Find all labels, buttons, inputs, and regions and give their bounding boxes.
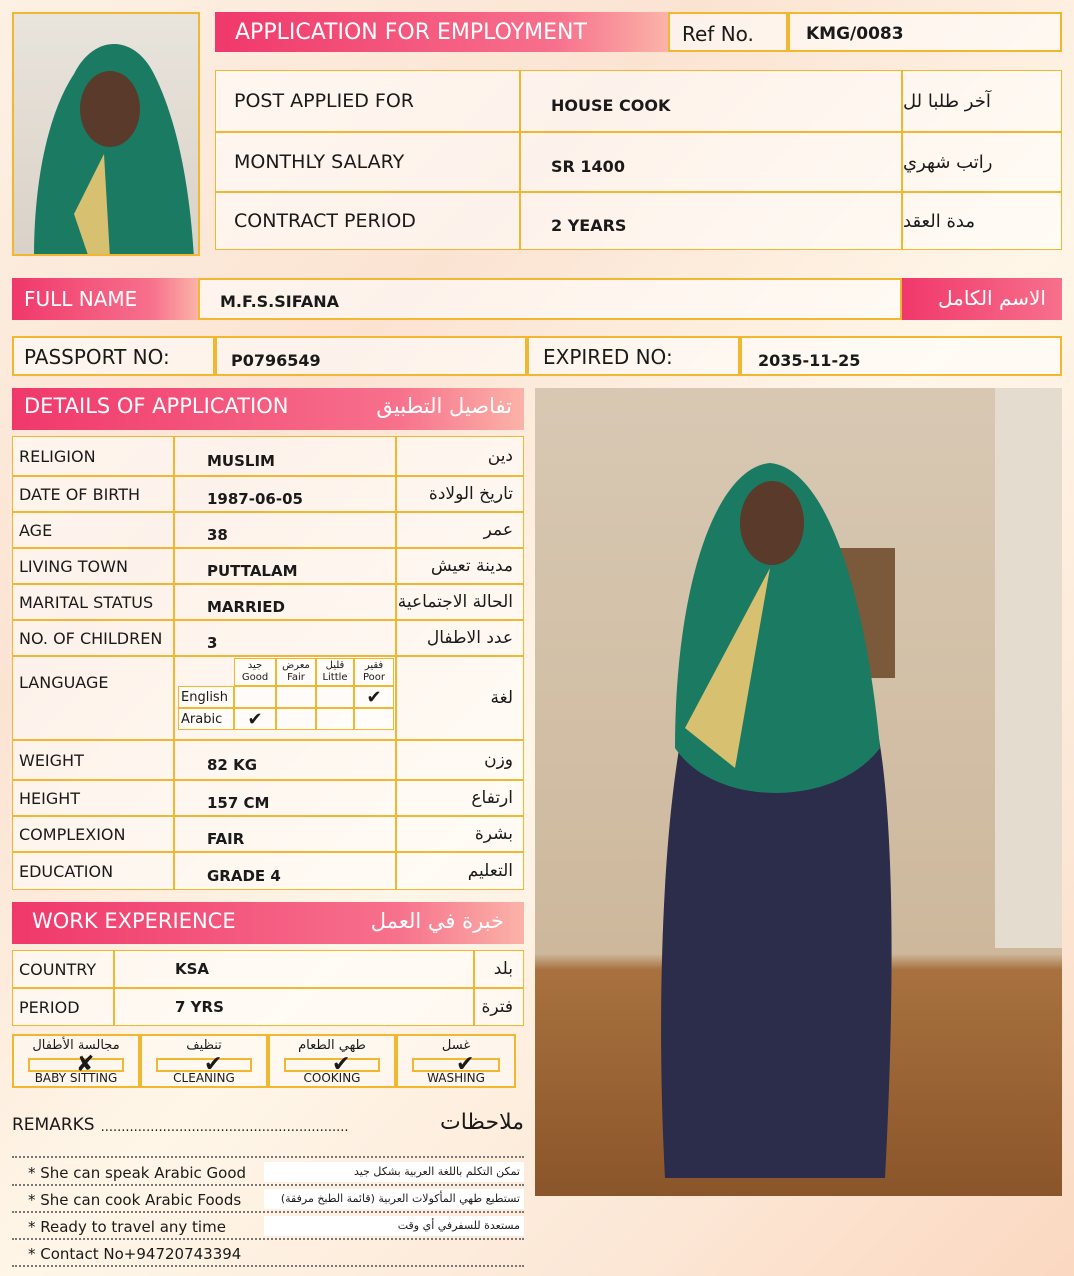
details-header — [12, 388, 524, 430]
work-value: 7 YRS — [114, 988, 474, 1026]
detail-arabic: بشرة — [396, 816, 524, 852]
work-title: WORK EXPERIENCE — [32, 909, 236, 933]
level-arabic: فقير — [364, 660, 384, 671]
level-arabic: جيد — [247, 660, 263, 671]
work-label: COUNTRY — [12, 950, 114, 988]
detail-label: AGE — [12, 512, 174, 548]
expired-value: 2035-11-25 — [740, 336, 1062, 376]
remark-english: * Contact No+94720743394 — [28, 1245, 242, 1263]
detail-value: GRADE 4 — [174, 852, 396, 890]
remark-item — [12, 1160, 524, 1186]
level-header — [316, 658, 354, 686]
job-value: SR 1400 — [520, 132, 902, 192]
detail-label: WEIGHT — [12, 740, 174, 780]
remark-english: * Ready to travel any time — [28, 1218, 226, 1236]
remark-item — [12, 1241, 524, 1267]
work-arabic: خبرة في العمل — [370, 909, 504, 933]
details-title: DETAILS OF APPLICATION — [24, 394, 289, 418]
skill-washing — [396, 1034, 516, 1088]
detail-value: PUTTALAM — [174, 548, 396, 584]
expired-label: EXPIRED NO: — [527, 336, 740, 376]
language-name: Arabic — [178, 708, 234, 730]
skill-cooking — [268, 1034, 396, 1088]
job-value: HOUSE COOK — [520, 70, 902, 132]
full-body-photo — [535, 388, 1062, 1196]
passport-value: P0796549 — [215, 336, 527, 376]
detail-label: MARITAL STATUS — [12, 584, 174, 620]
detail-arabic: دين — [396, 436, 524, 476]
work-value: KSA — [114, 950, 474, 988]
language-checkbox[interactable] — [234, 686, 276, 708]
detail-arabic: التعليم — [396, 852, 524, 890]
detail-arabic: ارتفاع — [396, 780, 524, 816]
remarks-dots: ............................................................ — [100, 1120, 349, 1135]
detail-value: 1987-06-05 — [174, 476, 396, 512]
remark-arabic: تمكن التكلم باللغة العربية بشكل جيد — [264, 1162, 524, 1182]
skill-cleaning — [140, 1034, 268, 1088]
skill-arabic: طهي الطعام — [298, 1038, 366, 1053]
detail-arabic: الحالة الاجتماعية — [396, 584, 524, 620]
remark-english: * She can speak Arabic Good — [28, 1164, 247, 1182]
level-header — [354, 658, 394, 686]
skill-arabic: تنظيف — [186, 1038, 222, 1053]
level-header — [276, 658, 316, 686]
remark-english: * She can cook Arabic Foods — [28, 1191, 242, 1209]
language-checkbox[interactable] — [316, 686, 354, 708]
job-arabic: راتب شهري — [902, 132, 1062, 192]
check-icon: ✔ — [332, 1052, 351, 1077]
remark-arabic: مستعدة للسفرفي أي وقت — [264, 1216, 524, 1236]
check-icon[interactable]: ✔ — [234, 708, 276, 730]
passport-label: PASSPORT NO: — [12, 336, 215, 376]
work-arabic: فترة — [474, 988, 524, 1026]
detail-label: HEIGHT — [12, 780, 174, 816]
detail-value: FAIR — [174, 816, 396, 852]
remark-arabic: تستطيع طهي المأكولات العربية (قائمة الطبخ مرفقة) — [264, 1189, 524, 1209]
level-english: Good — [241, 672, 269, 683]
ref-value: KMG/0083 — [788, 12, 1062, 52]
level-arabic: قليل — [325, 660, 345, 671]
check-icon[interactable]: ✔ — [354, 686, 394, 708]
detail-arabic: مدينة تعيش — [396, 548, 524, 584]
skill-baby-sitting — [12, 1034, 140, 1088]
detail-value: 157 CM — [174, 780, 396, 816]
skill-arabic: غسل — [441, 1038, 471, 1053]
language-name: English — [178, 686, 234, 708]
ref-label: Ref No. — [668, 12, 788, 52]
remark-item — [12, 1187, 524, 1213]
work-arabic: بلد — [474, 950, 524, 988]
level-english: Poor — [362, 672, 386, 683]
level-header — [234, 658, 276, 686]
detail-value: MARRIED — [174, 584, 396, 620]
job-arabic: آخر طلبا لل — [902, 70, 1062, 132]
skill-label: COOKING — [303, 1071, 361, 1085]
language-checkbox[interactable] — [354, 708, 394, 730]
language-arabic: لغة — [396, 656, 524, 740]
remark-item — [12, 1214, 524, 1240]
detail-label: RELIGION — [12, 436, 174, 476]
level-arabic: معرض — [282, 660, 310, 671]
skill-label: CLEANING — [173, 1071, 235, 1085]
job-label: CONTRACT PERIOD — [215, 192, 520, 250]
detail-value: 38 — [174, 512, 396, 548]
language-label: LANGUAGE — [12, 656, 174, 740]
work-header — [12, 902, 524, 944]
full-name-value: M.F.S.SIFANA — [198, 278, 902, 320]
form-title: APPLICATION FOR EMPLOYMENT — [215, 12, 668, 52]
detail-label: COMPLEXION — [12, 816, 174, 852]
level-english: Fair — [287, 672, 305, 683]
check-icon: ✔ — [204, 1052, 223, 1077]
job-arabic: مدة العقد — [902, 192, 1062, 250]
language-checkbox[interactable] — [316, 708, 354, 730]
detail-arabic: عمر — [396, 512, 524, 548]
details-arabic: تفاصيل التطبيق — [376, 394, 512, 418]
full-name-label: FULL NAME — [12, 278, 198, 320]
level-english: Little — [322, 672, 348, 683]
cross-icon: ✘ — [76, 1052, 95, 1077]
detail-value: 3 — [174, 620, 396, 656]
detail-label: NO. OF CHILDREN — [12, 620, 174, 656]
detail-arabic: وزن — [396, 740, 524, 780]
work-label: PERIOD — [12, 988, 114, 1026]
full-name-arabic: الاسم الكامل — [902, 278, 1062, 320]
skill-label: WASHING — [427, 1071, 485, 1085]
skill-label: BABY SITTING — [34, 1071, 118, 1085]
detail-label: DATE OF BIRTH — [12, 476, 174, 512]
skill-arabic: مجالسة الأطفال — [32, 1038, 120, 1053]
job-value: 2 YEARS — [520, 192, 902, 250]
divider — [12, 1132, 524, 1158]
detail-value: MUSLIM — [174, 436, 396, 476]
language-checkbox[interactable] — [276, 686, 316, 708]
detail-label: LIVING TOWN — [12, 548, 174, 584]
job-label: MONTHLY SALARY — [215, 132, 520, 192]
check-icon: ✔ — [456, 1052, 475, 1077]
portrait-photo — [12, 12, 200, 256]
remarks-label: REMARKS — [12, 1115, 95, 1135]
detail-label: EDUCATION — [12, 852, 174, 890]
detail-arabic: تاريخ الولادة — [396, 476, 524, 512]
job-label: POST APPLIED FOR — [215, 70, 520, 132]
detail-arabic: عدد الاطفال — [396, 620, 524, 656]
detail-value: 82 KG — [174, 740, 396, 780]
remarks-arabic: ملاحظات — [440, 1110, 524, 1135]
language-checkbox[interactable] — [276, 708, 316, 730]
